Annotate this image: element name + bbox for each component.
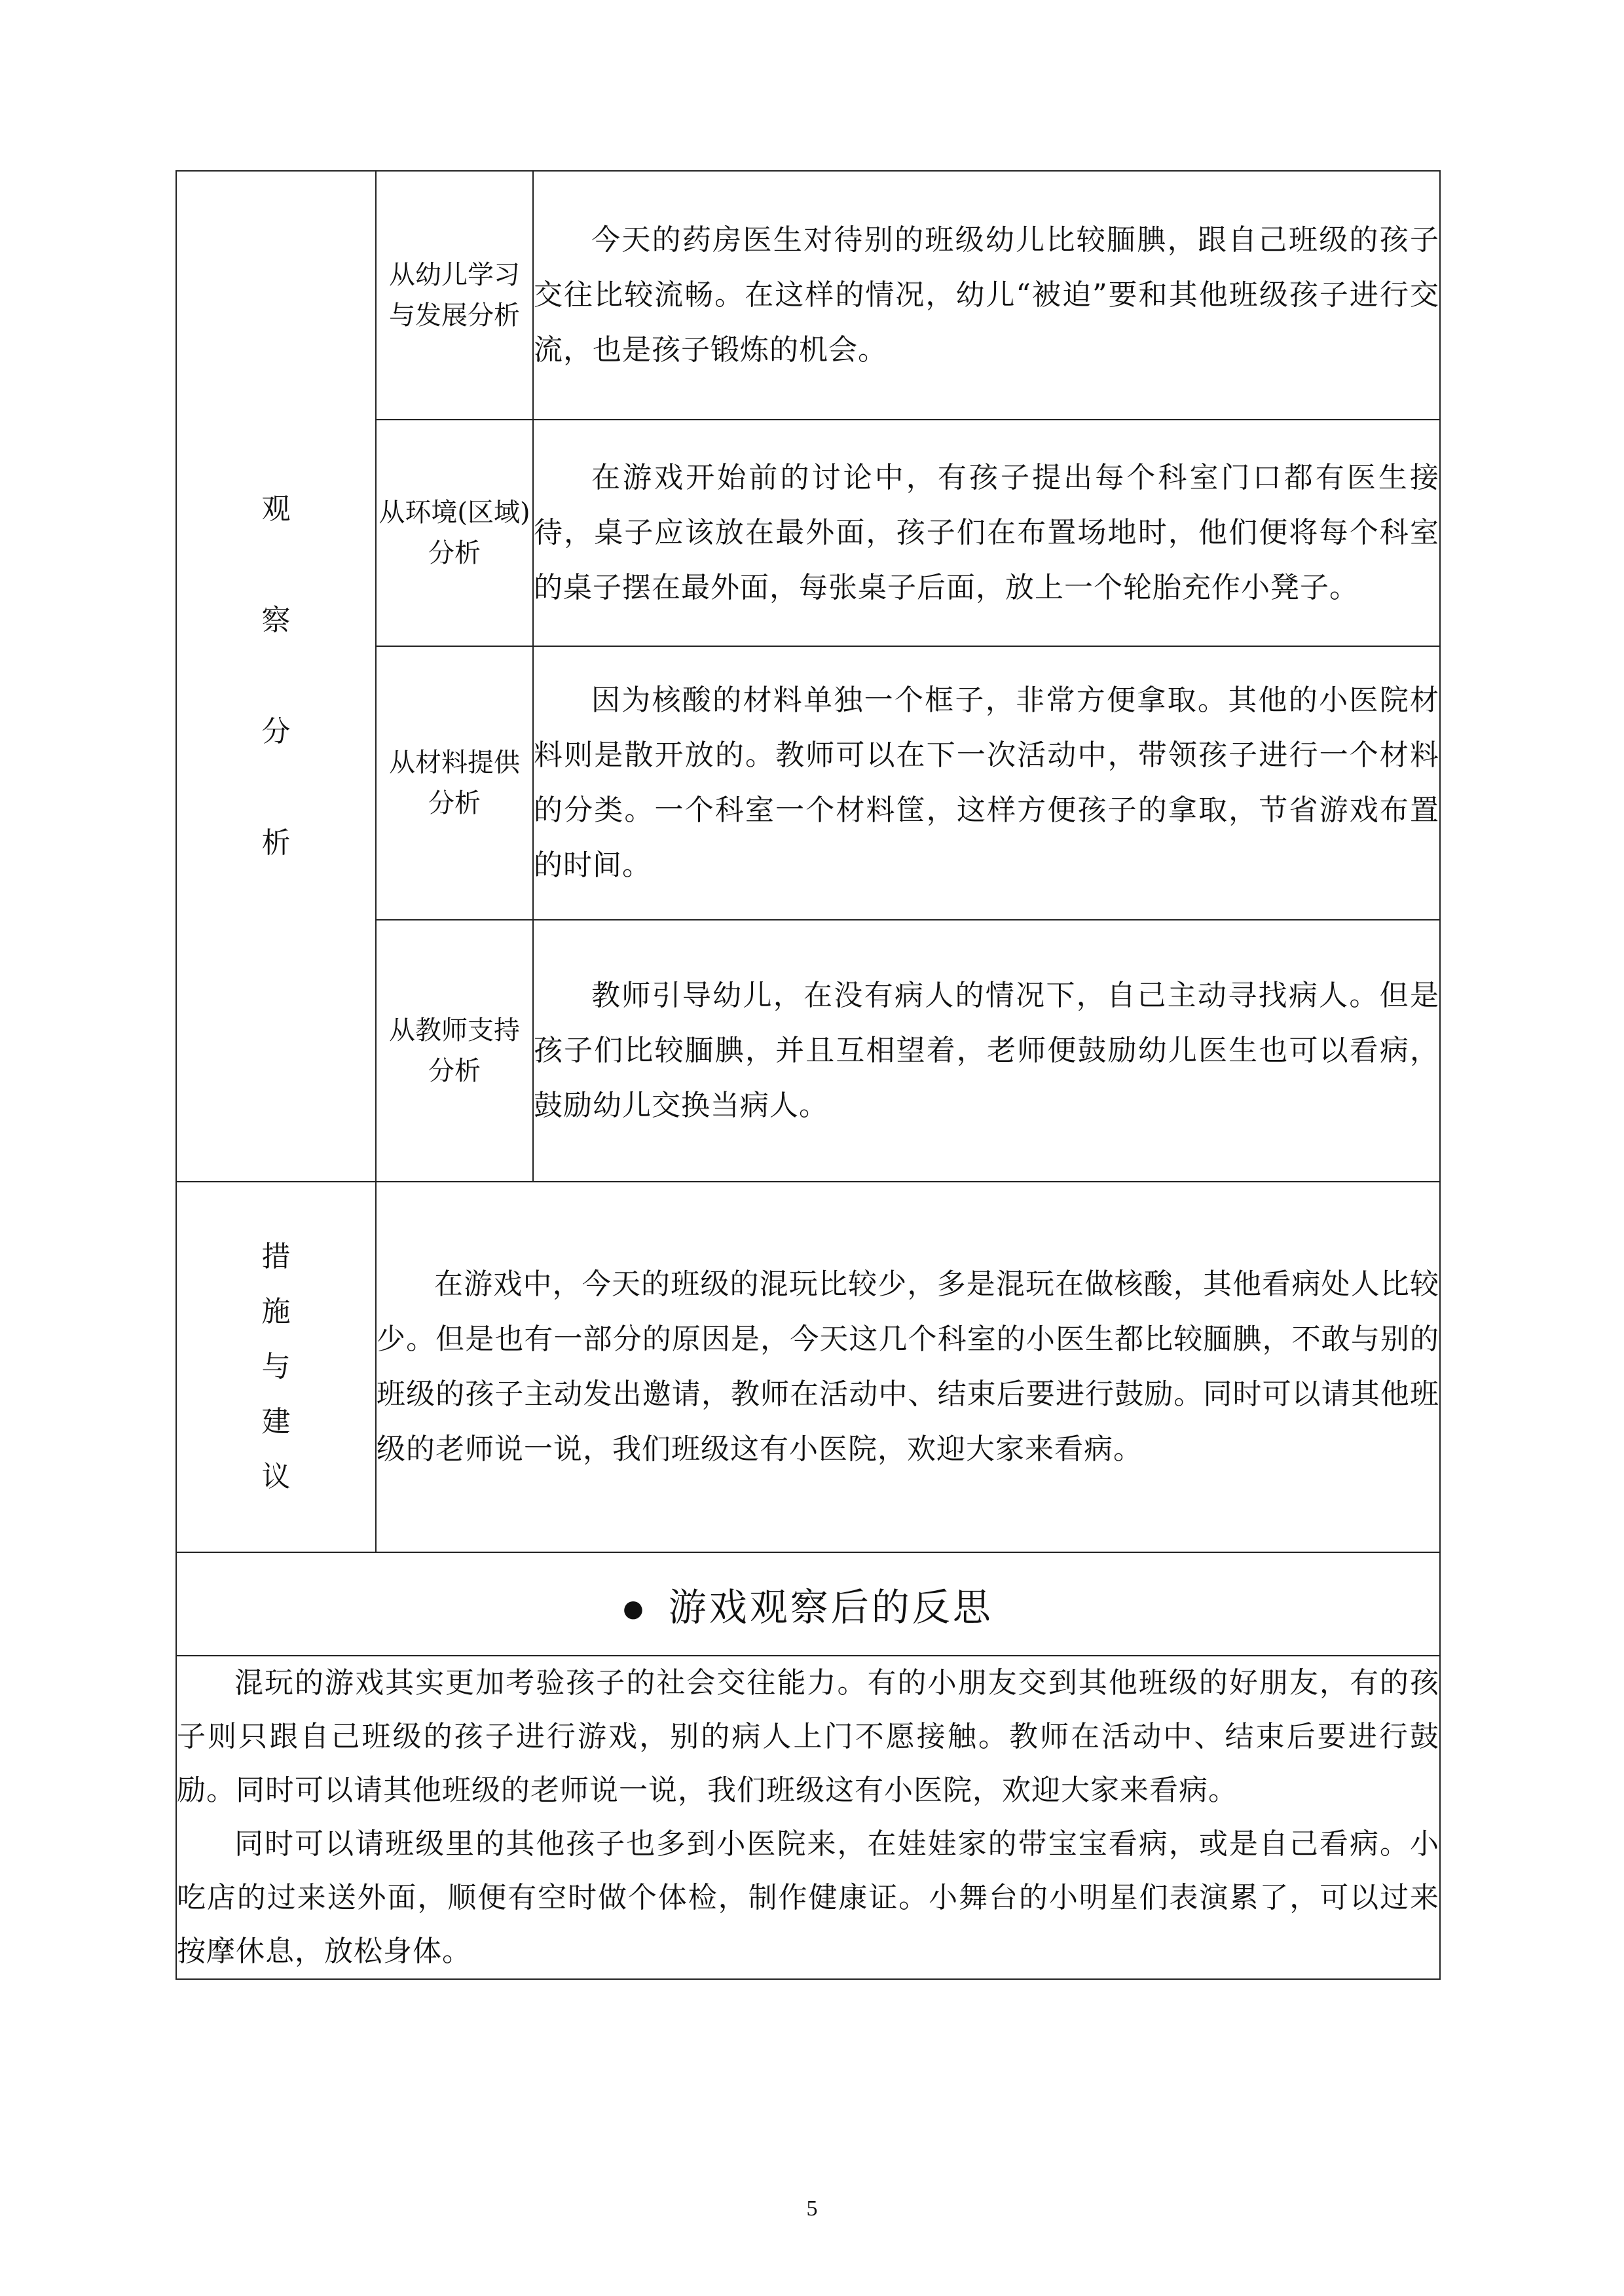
analysis-text-teacher: 教师引导幼儿，在没有病人的情况下，自己主动寻找病人。但是孩子们比较腼腆，并且互相望着，老师便鼓励幼儿医生也可以看病，鼓励幼儿交换当病人。 — [533, 920, 1440, 1182]
measures-row — [176, 1182, 1440, 1552]
observation-analysis-label — [176, 171, 376, 1182]
sub-label-learning: 从幼儿学习与发展分析 — [376, 171, 533, 420]
measures-label-char: 与 — [261, 1350, 291, 1383]
measures-label-char: 建 — [261, 1405, 291, 1438]
measures-label-char: 措 — [261, 1240, 291, 1273]
page-number: 5 — [806, 2196, 818, 2221]
observation-label-char: 观 — [261, 492, 291, 526]
reflection-body-row — [176, 1656, 1440, 1979]
analysis-text-materials: 因为核酸的材料单独一个框子，非常方便拿取。其他的小医院材料则是散开放的。教师可以在下一次活动中，带领孩子进行一个材料的分类。一个科室一个材料筐，这样方便孩子的拿取，节省游戏布置的时间。 — [533, 646, 1440, 920]
observation-row-learning — [176, 171, 1440, 420]
measures-label-char: 施 — [261, 1295, 291, 1328]
bullet-icon: ● — [623, 1595, 646, 1622]
observation-label-char: 察 — [261, 604, 291, 637]
observation-label-char: 分 — [261, 715, 291, 748]
reflection-heading-text: 游戏观察后的反思 — [668, 1585, 993, 1630]
measures-label — [176, 1182, 376, 1552]
observation-table — [175, 170, 1441, 1980]
measures-text: 在游戏中，今天的班级的混玩比较少，多是混玩在做核酸，其他看病处人比较少。但是也有一部分的原因是，今天这几个科室的小医生都比较腼腆，不敢与别的班级的孩子主动发出邀请，教师在活动中、结束后要进行鼓励。同时可以请其他班级的老师说一说，我们班级这有小医院，欢迎大家来看病。 — [376, 1182, 1440, 1552]
sub-label-environment: 从环境(区域)分析 — [376, 420, 533, 646]
reflection-paragraph: 同时可以请班级里的其他孩子也多到小医院来，在娃娃家的带宝宝看病，或是自己看病。小吃店的过来送外面，顺便有空时做个体检，制作健康证。小舞台的小明星们表演累了，可以过来按摩休息，放松身体。 — [177, 1827, 1439, 1968]
measures-label-char: 议 — [261, 1460, 291, 1493]
analysis-text-learning: 今天的药房医生对待别的班级幼儿比较腼腆，跟自己班级的孩子交往比较流畅。在这样的情况，幼儿“被迫”要和其他班级孩子进行交流，也是孩子锻炼的机会。 — [533, 171, 1440, 420]
observation-label-char: 析 — [261, 826, 291, 860]
analysis-text-environment: 在游戏开始前的讨论中，有孩子提出每个科室门口都有医生接待，桌子应该放在最外面，孩子们在布置场地时，他们便将每个科室的桌子摆在最外面，每张桌子后面，放上一个轮胎充作小凳子。 — [533, 420, 1440, 646]
sub-label-teacher: 从教师支持分析 — [376, 920, 533, 1182]
reflection-body — [176, 1656, 1440, 1979]
reflection-heading — [176, 1552, 1440, 1656]
reflection-paragraph: 混玩的游戏其实更加考验孩子的社会交往能力。有的小朋友交到其他班级的好朋友，有的孩子则只跟自己班级的孩子进行游戏，别的病人上门不愿接触。教师在活动中、结束后要进行鼓励。同时可以请其他班级的老师说一说，我们班级这有小医院，欢迎大家来看病。 — [177, 1666, 1439, 1807]
reflection-heading-row — [176, 1552, 1440, 1656]
sub-label-materials: 从材料提供分析 — [376, 646, 533, 920]
